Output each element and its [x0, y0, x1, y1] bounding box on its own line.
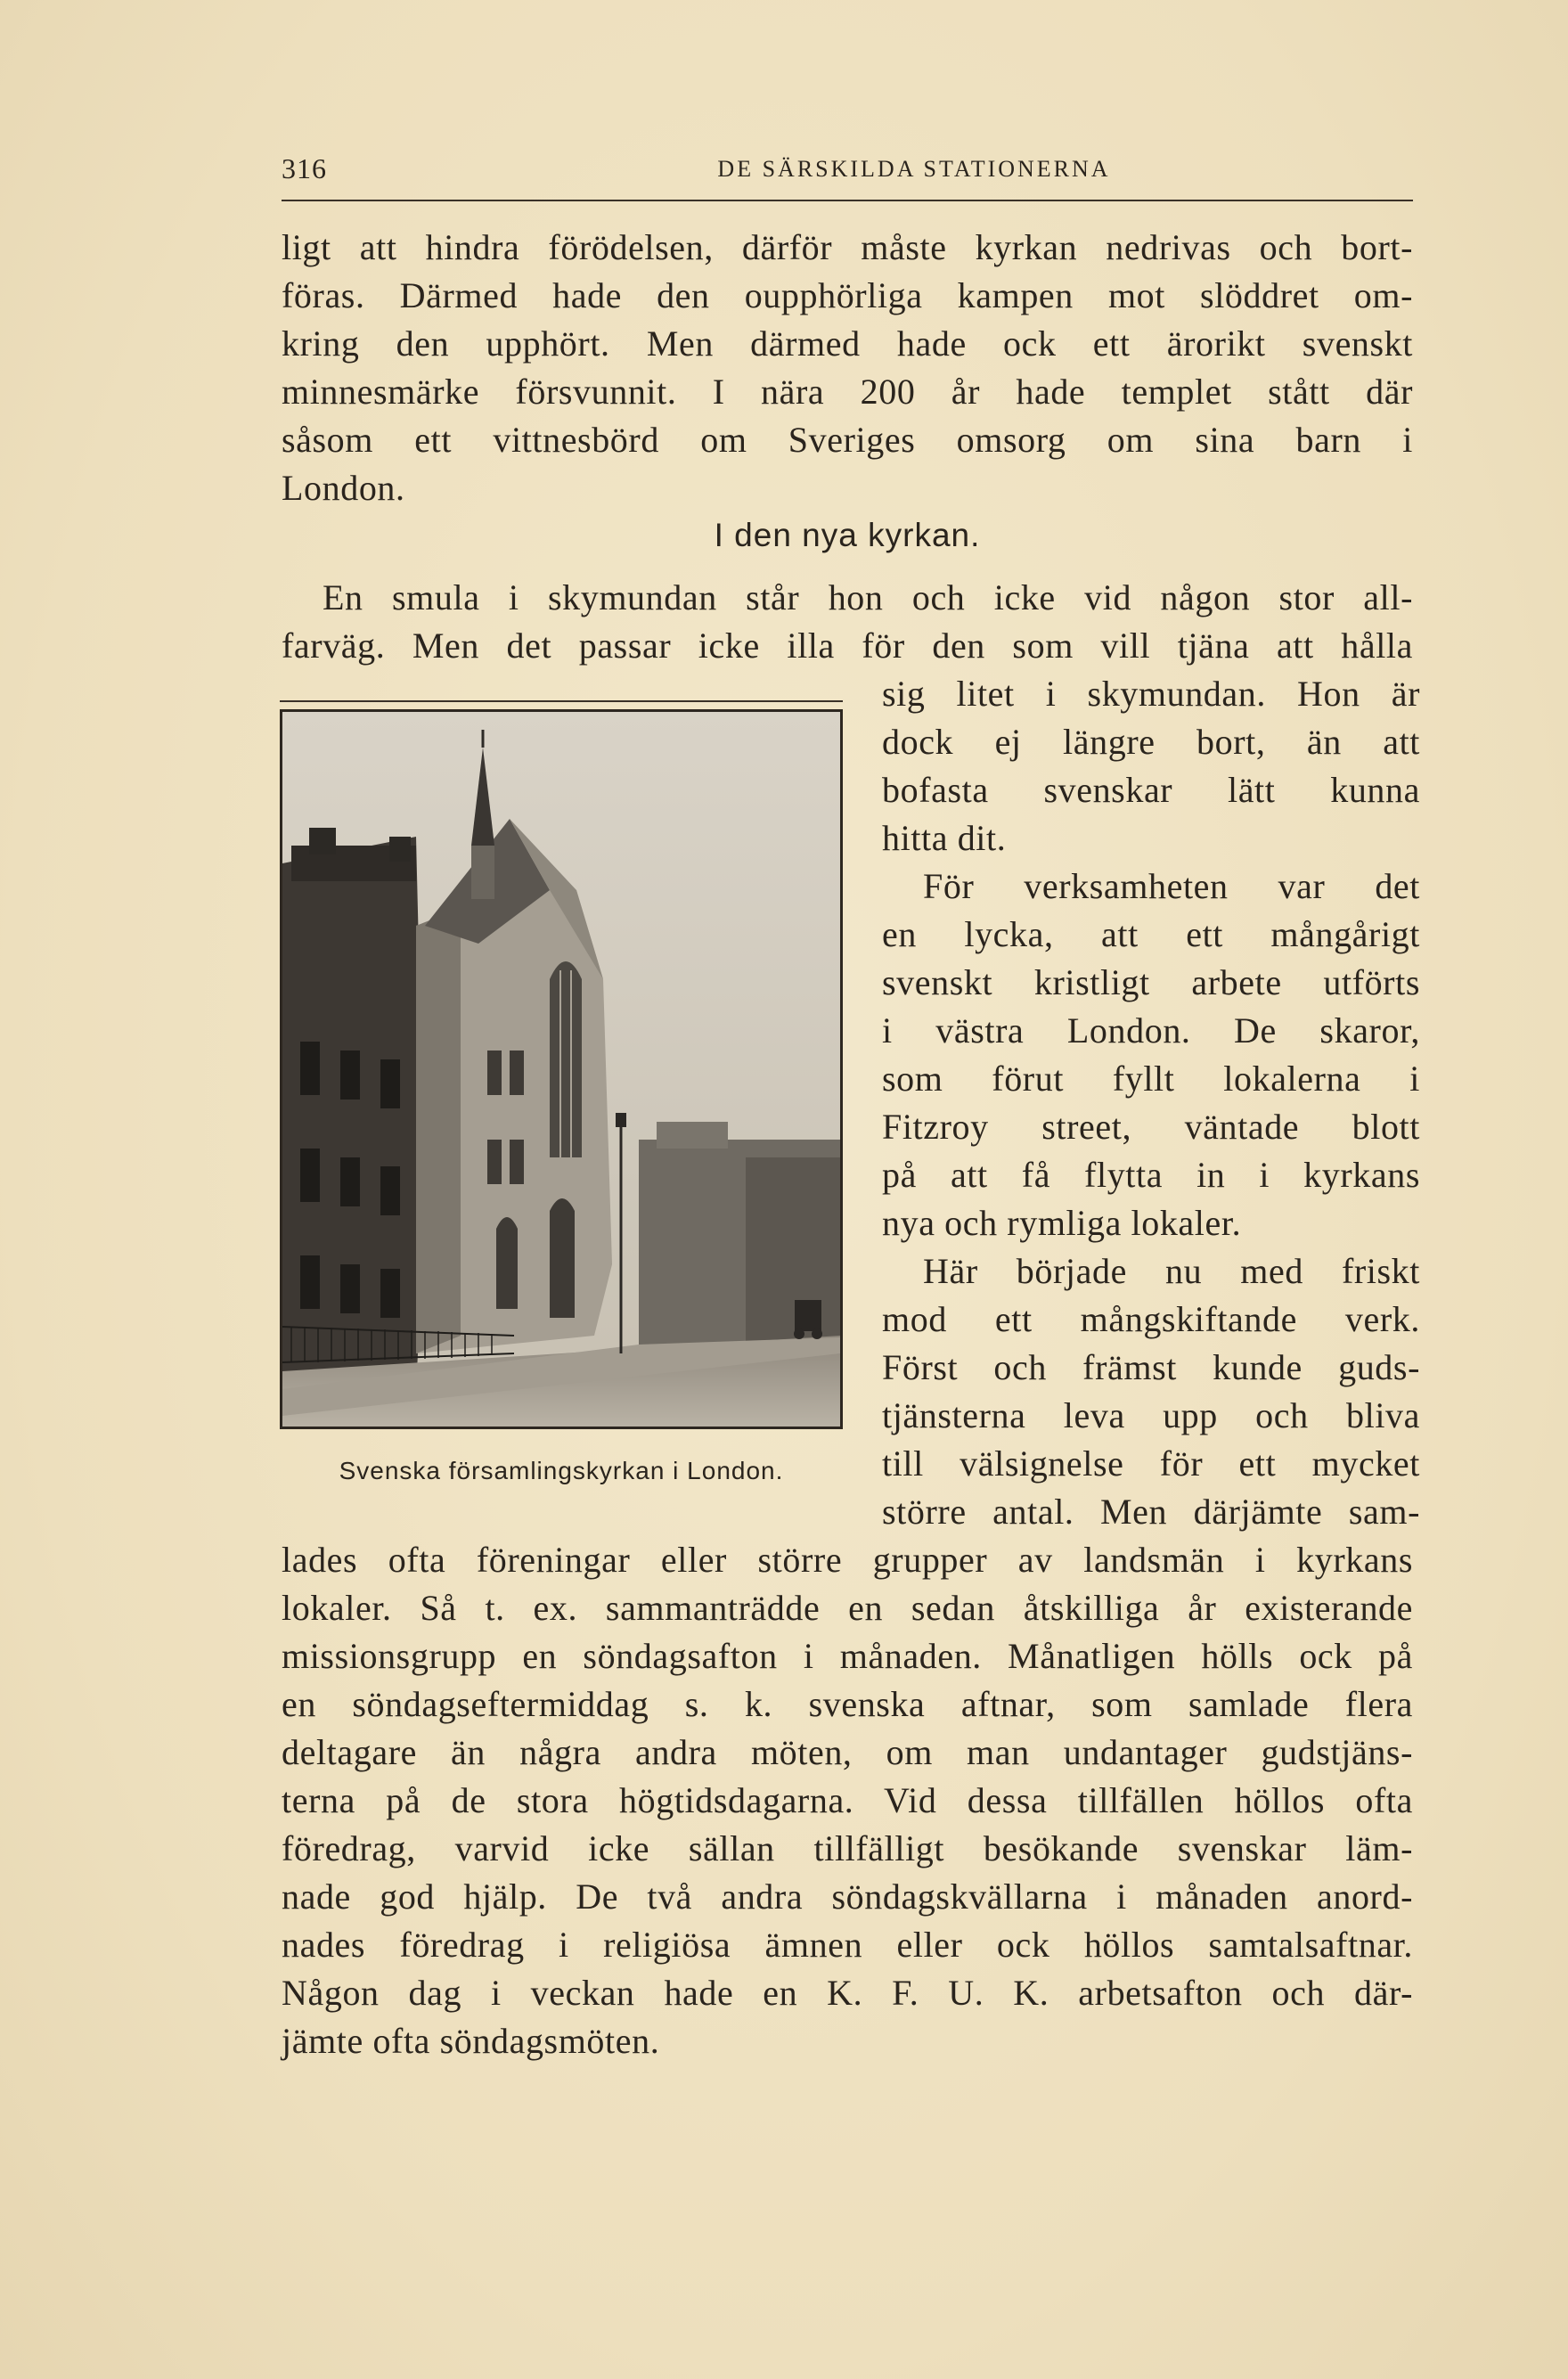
- text-line: Fitzroy street, väntade blott: [882, 1107, 1420, 1147]
- text-line: på att få flytta in i kyrkans: [882, 1155, 1420, 1195]
- running-head: DE SÄRSKILDA STATIONERNA: [717, 156, 1111, 182]
- text-line: jämte ofta söndagsmöten.: [282, 2021, 660, 2061]
- text-line: mod ett mångskiftande verk.: [882, 1299, 1420, 1339]
- text-line: sig litet i skymundan. Hon är: [882, 674, 1420, 714]
- text-line: Först och främst kunde guds-: [882, 1347, 1420, 1387]
- text-line: föras. Därmed hade den oupphörliga kampen mot slöddret om-: [282, 275, 1413, 315]
- page-number: 316: [282, 152, 327, 184]
- text-line: terna på de stora högtidsdagarna. Vid dessa tillfällen höllos ofta: [282, 1780, 1413, 1820]
- church-photograph: [280, 709, 843, 1429]
- text-line: minnesmärke försvunnit. I nära 200 år hade templet stått där: [282, 372, 1413, 412]
- text-line: farväg. Men det passar icke illa för den som vill tjäna att hålla: [282, 625, 1413, 666]
- text-line: hitta dit.: [882, 818, 1007, 858]
- text-line: kring den upphört. Men därmed hade ock ett ärorikt svenskt: [282, 323, 1413, 364]
- text-line: Någon dag i veckan hade en K. F. U. K. arbetsafton och där-: [282, 1973, 1413, 2013]
- text-line: tjänsterna leva upp och bliva: [882, 1395, 1420, 1435]
- section-subheading: I den nya kyrkan.: [714, 517, 981, 553]
- text-line: nades föredrag i religiösa ämnen eller ock höllos samtalsaftnar.: [282, 1925, 1413, 1965]
- text-line: dock ej längre bort, än att: [882, 722, 1420, 762]
- text-line: större antal. Men därjämte sam-: [882, 1492, 1420, 1532]
- text-line: London.: [282, 468, 405, 508]
- text-line: föredrag, varvid icke sällan tillfälligt besökande svenskar läm-: [282, 1828, 1413, 1868]
- text-line: en lycka, att ett mångårigt: [882, 914, 1420, 954]
- text-line: såsom ett vittnesbörd om Sveriges omsorg om sina barn i: [282, 420, 1413, 460]
- text-line: svenskt kristligt arbete utförts: [882, 962, 1420, 1002]
- text-line: nya och rymliga lokaler.: [882, 1203, 1242, 1243]
- text-line: lokaler. Så t. ex. sammanträdde en sedan åtskilliga år existerande: [282, 1588, 1413, 1628]
- figure-rule: [280, 700, 843, 702]
- text-line: deltagare än några andra möten, om man undantager gudstjäns-: [282, 1732, 1413, 1772]
- text-line: en söndagseftermiddag s. k. svenska aftnar, som samlade flera: [282, 1684, 1413, 1724]
- text-line: En smula i skymundan står hon och icke vid någon stor all-: [323, 577, 1413, 617]
- text-line: lades ofta föreningar eller större grupper av landsmän i kyrkans: [282, 1540, 1413, 1580]
- text-line: bofasta svenskar lätt kunna: [882, 770, 1420, 810]
- header-rule: [282, 200, 1413, 201]
- figure-caption: Svenska församlingskyrkan i London.: [339, 1457, 784, 1484]
- text-line: ligt att hindra förödelsen, därför måste kyrkan nedrivas och bort-: [282, 227, 1413, 267]
- text-line: till välsignelse för ett mycket: [882, 1443, 1420, 1484]
- text-line: som förut fyllt lokalerna i: [882, 1059, 1420, 1099]
- church-photo-illustration: [282, 712, 840, 1427]
- text-line: Här började nu med friskt: [923, 1251, 1420, 1291]
- text-line: För verksamheten var det: [923, 866, 1420, 906]
- text-line: missionsgrupp en söndagsafton i månaden. Månatligen hölls ock på: [282, 1636, 1413, 1676]
- text-line: nade god hjälp. De två andra söndagskvällarna i månaden anord-: [282, 1876, 1413, 1917]
- page-header: [282, 147, 1413, 192]
- text-line: i västra London. De skaror,: [882, 1010, 1420, 1051]
